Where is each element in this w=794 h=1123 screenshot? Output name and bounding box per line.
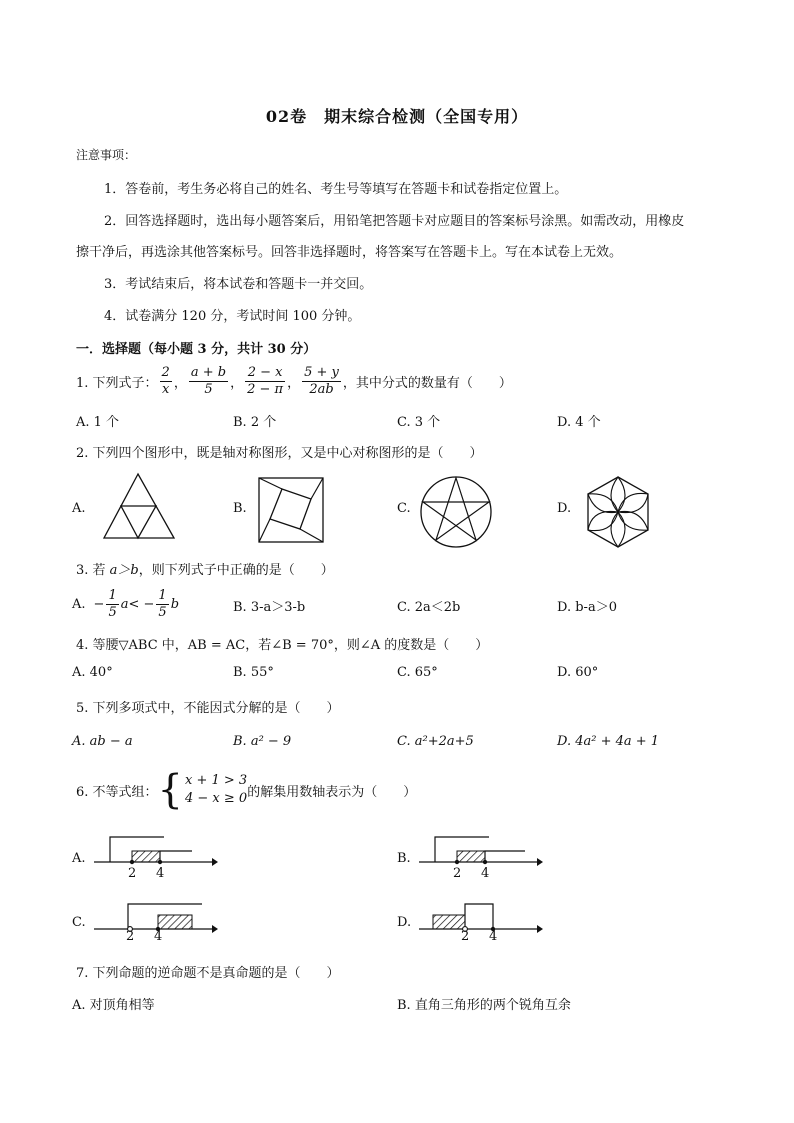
q1-fraction-4: $\frac{5 + y}{2ab}$ (304, 364, 339, 397)
question-2-stem: 2. 下列四个图形中，既是轴对称图形，又是中心对称图形的是（ ） (76, 446, 483, 461)
q2-option-a-label: A. (72, 501, 86, 516)
q4-option-b: B. 55° (233, 665, 274, 680)
question-6-stem (76, 768, 416, 812)
number-line-a (92, 833, 218, 879)
question-7-stem: 7. 下列命题的逆命题不是真命题的是（ ） (76, 966, 340, 981)
q1-sep: ， (230, 375, 244, 391)
q3-option-a-label: A. (72, 596, 86, 612)
q6-c-tick-4: 4 (154, 929, 163, 944)
q1-option-d: D. 4 个 (557, 415, 601, 430)
q6-d-tick-2: 2 (461, 929, 470, 944)
q4-option-c: C. 65° (397, 665, 438, 680)
q2-option-d-label: D. (557, 501, 572, 516)
page-title: 02卷 期末综合检测（全国专用） (265, 107, 529, 126)
question-4-stem: 4. 等腰▽ABC 中，AB = AC，若∠B = 70°，则∠A 的度数是（ ） (76, 638, 489, 653)
inequality-system (185, 772, 247, 808)
q7-option-b: B. 直角三角形的两个锐角互余 (397, 998, 571, 1013)
q1-prefix: 1. 下列式子： (76, 375, 158, 391)
note-1: 1．答卷前，考生务必将自己的姓名、考生号等填写在答题卡和试卷指定位置上。 (104, 182, 568, 197)
q3-condition: a＞b (109, 563, 139, 578)
q1-fraction-2: $\frac{a + b}{5}$ (190, 364, 227, 397)
q3-less-than: < − (128, 596, 155, 612)
q1-option-c: C. 3 个 (397, 415, 441, 430)
q2-option-b-label: B. (233, 501, 247, 516)
q4-option-d: D. 60° (557, 665, 599, 680)
notes-heading: 注意事项： (76, 148, 137, 162)
q3-option-a (72, 585, 179, 623)
q6-a-tick-2: 2 (128, 866, 137, 881)
q6-prefix: 6. 不等式组： (76, 784, 158, 800)
q3-suffix: ，则下列式子中正确的是（ ） (138, 563, 334, 578)
q7-option-a: A. 对顶角相等 (72, 998, 155, 1013)
q1-sep: ， (173, 375, 187, 391)
q6-option-b-label: B. (397, 851, 411, 866)
q3-var-a: a (120, 596, 129, 612)
q1-sep: ， (287, 375, 301, 391)
q2-option-c-label: C. (397, 501, 411, 516)
triangle-figure (100, 470, 180, 542)
q1-fraction-3: $\frac{2 - x}{2 - \pi}$ (247, 364, 284, 397)
q6-option-d-label: D. (397, 915, 412, 930)
question-1-stem (76, 360, 512, 402)
q3-option-b: B. 3-a＞3-b (233, 600, 306, 615)
q6-option-a-label: A. (72, 851, 86, 866)
note-2-cont: 擦干净后，再选涂其他答案标号。回答非选择题时，将答案写在答题卡上。写在本试卷上无效。 (76, 245, 623, 260)
q3-option-c: C. 2a＜2b (397, 600, 461, 615)
q1-option-b: B. 2 个 (233, 415, 277, 430)
note-2: 2．回答选择题时，选出每小题答案后，用铅笔把答题卡对应题目的答案标号涂黑。如需改动，用橡皮 (104, 214, 685, 229)
number-line-d (417, 898, 543, 944)
q6-d-tick-4: 4 (489, 929, 498, 944)
q3-var-b: b (170, 596, 180, 612)
q1-suffix: ，其中分式的数量有（ ） (342, 375, 512, 391)
q5-option-c: C. a²+2a+5 (397, 734, 474, 749)
q6-c-tick-2: 2 (126, 929, 135, 944)
q1-option-a: A. 1 个 (76, 415, 120, 430)
q3-fraction-1: $\frac{1}{5}$ (108, 587, 117, 620)
q5-option-b: B. a² − 9 (233, 734, 292, 749)
note-4: 4．试卷满分 120 分，考试时间 100 分钟。 (104, 309, 361, 324)
question-3-stem (76, 559, 334, 578)
q3-option-d: D. b-a＞0 (557, 600, 617, 615)
q6-a-tick-4: 4 (156, 866, 165, 881)
question-5-stem: 5. 下列多项式中，不能因式分解的是（ ） (76, 701, 340, 716)
q4-option-a: A. 40° (72, 665, 113, 680)
q5-option-d: D. 4a² + 4a + 1 (557, 734, 660, 749)
q1-fraction-1: $\frac{2}{x}$ (161, 364, 170, 397)
pinwheel-square-figure (256, 475, 326, 545)
q3-minus: − (93, 596, 105, 612)
q5-option-a: A. ab − a (72, 734, 133, 749)
q3-prefix: 3. 若 (76, 563, 110, 578)
q6-b-tick-2: 2 (453, 866, 462, 881)
q6-b-tick-4: 4 (481, 866, 490, 881)
inequality-1: x + 1 > 3 (185, 773, 248, 788)
hexagon-flower-figure (580, 474, 656, 550)
inequality-2: 4 − x ≥ 0 (185, 791, 248, 806)
brace-symbol: { (157, 767, 183, 813)
star-in-circle-figure (418, 474, 494, 550)
section-heading: 一．选择题（每小题 3 分，共计 30 分） (76, 342, 317, 357)
number-line-b (417, 833, 543, 879)
q6-option-c-label: C. (72, 915, 86, 930)
q6-suffix: 的解集用数轴表示为（ ） (247, 784, 417, 800)
note-3: 3．考试结束后，将本试卷和答题卡一并交回。 (104, 277, 373, 292)
q3-fraction-2: $\frac{1}{5}$ (158, 587, 167, 620)
